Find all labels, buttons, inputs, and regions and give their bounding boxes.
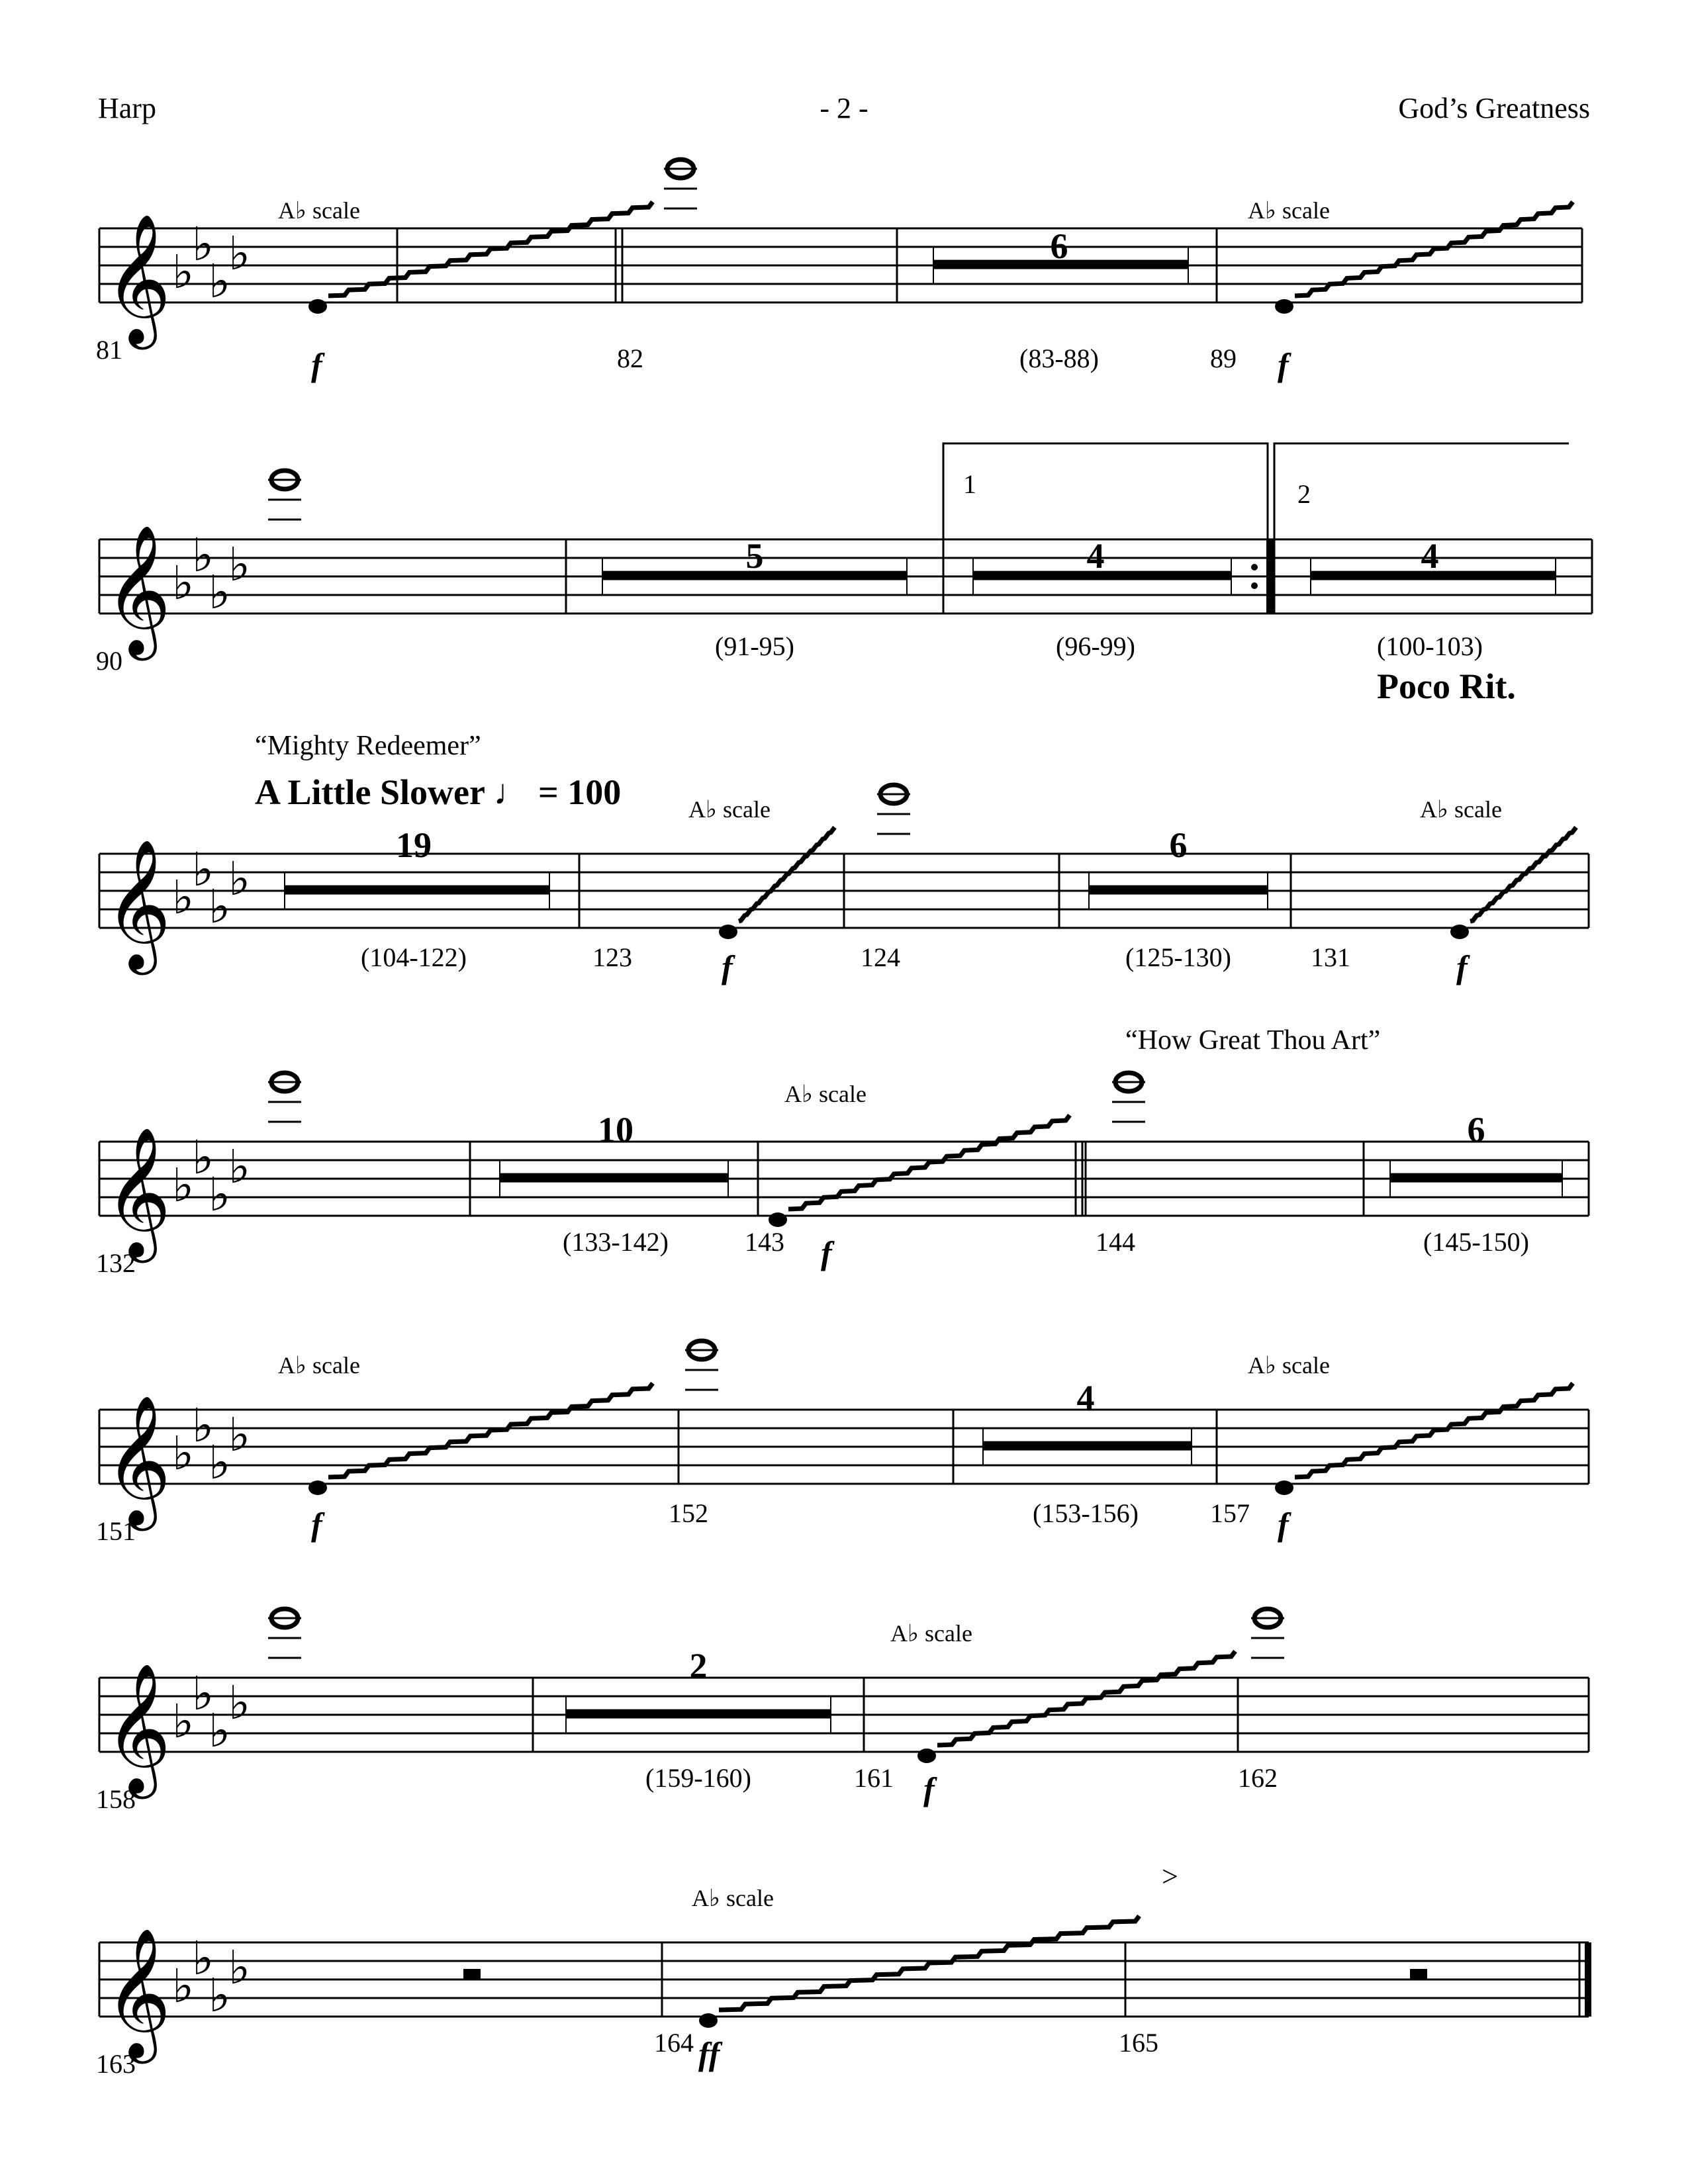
- page-number: - 2 -: [820, 92, 868, 124]
- flat-icon: ♭: [228, 1408, 251, 1462]
- scale-label: A♭ scale: [278, 197, 360, 224]
- flat-icon: ♭: [172, 1959, 195, 2013]
- repeat-dot: [1251, 582, 1258, 589]
- measure-range: (100-103): [1377, 631, 1483, 661]
- flat-icon: ♭: [209, 1704, 231, 1758]
- measure-range: (125-130): [1125, 942, 1231, 972]
- rest-count: 19: [396, 825, 432, 865]
- ending-number: 2: [1297, 479, 1311, 509]
- treble-clef-icon: 𝄞: [105, 1662, 171, 1794]
- treble-clef-icon: 𝄞: [105, 524, 171, 655]
- glissando-line: [328, 1383, 653, 1477]
- glissando-line: [719, 1916, 1139, 2010]
- staff-system: [96, 1860, 1591, 2079]
- flat-icon: ♭: [228, 1676, 251, 1730]
- glissando-line: [328, 202, 653, 296]
- flat-icon: ♭: [209, 1435, 231, 1490]
- measure-range: (104-122): [361, 942, 467, 972]
- measure-range: (159-160): [645, 1763, 751, 1793]
- flat-icon: ♭: [172, 1426, 195, 1480]
- measure-number: 131: [1311, 942, 1350, 972]
- repeat-dot: [1251, 564, 1258, 570]
- flat-icon: ♭: [228, 852, 251, 906]
- measure-number: 144: [1096, 1227, 1135, 1257]
- scale-label: A♭ scale: [1420, 796, 1502, 823]
- measure-number: 152: [669, 1498, 708, 1528]
- scale-label: A♭ scale: [1248, 1352, 1330, 1379]
- staff-system: [99, 731, 1589, 985]
- treble-clef-icon: 𝄞: [105, 1927, 171, 2058]
- measure-range: (133-142): [563, 1227, 669, 1257]
- dynamic-marking: f: [722, 948, 733, 985]
- rest-count: 5: [745, 536, 764, 576]
- flat-icon: ♭: [192, 528, 214, 582]
- scale-label: A♭ scale: [692, 1885, 774, 1911]
- flat-icon: ♭: [228, 537, 251, 592]
- glissando-line: [739, 827, 835, 921]
- flat-icon: ♭: [172, 1158, 195, 1212]
- staff-system: [96, 443, 1592, 706]
- glissando-line: [1295, 202, 1573, 296]
- dynamic-marking: f: [1456, 948, 1468, 985]
- glissando-line: [1295, 1383, 1573, 1477]
- measure-range: (91-95): [715, 631, 794, 661]
- treble-clef-icon: 𝄞: [105, 213, 171, 344]
- piece-title: God’s Greatness: [1398, 92, 1590, 124]
- measure-range: (83-88): [1019, 343, 1099, 373]
- staff-system: [96, 159, 1582, 383]
- flat-icon: ♭: [172, 556, 195, 610]
- flat-icon: ♭: [209, 1968, 231, 2023]
- rest-count: 4: [1421, 536, 1439, 576]
- dynamic-marking: f: [311, 1506, 322, 1543]
- accent-icon: >: [1162, 1860, 1178, 1893]
- tempo-marking: Poco Rit.: [1377, 666, 1516, 706]
- multirest: [500, 1173, 728, 1183]
- flat-icon: ♭: [192, 1666, 214, 1721]
- flat-icon: ♭: [192, 217, 214, 271]
- dynamic-marking: f: [923, 1770, 935, 1807]
- flat-icon: ♭: [172, 870, 195, 925]
- measure-number: 81: [96, 335, 122, 365]
- staff-system: [96, 1025, 1589, 1278]
- flat-icon: ♭: [172, 1694, 195, 1749]
- multirest: [1089, 886, 1268, 895]
- rest-count: 6: [1169, 825, 1188, 865]
- measure-number: 161: [854, 1763, 894, 1793]
- treble-clef-icon: 𝄞: [105, 1394, 171, 1525]
- multirest: [983, 1441, 1192, 1451]
- measure-number: 162: [1238, 1763, 1278, 1793]
- measure-range: (153-156): [1033, 1498, 1139, 1528]
- flat-icon: ♭: [209, 254, 231, 308]
- half-rest: [463, 1969, 481, 1979]
- measure-number: 132: [96, 1248, 136, 1278]
- rest-count: 4: [1086, 536, 1105, 576]
- measure-range: (145-150): [1423, 1227, 1529, 1257]
- flat-icon: ♭: [209, 880, 231, 934]
- measure-number: 163: [96, 2049, 136, 2079]
- ending-number: 1: [963, 469, 976, 499]
- instrument-label: Harp: [98, 92, 156, 124]
- measure-number: 90: [96, 646, 122, 676]
- multirest: [285, 886, 549, 895]
- flat-icon: ♭: [192, 842, 214, 897]
- song-title: “Mighty Redeemer”: [255, 731, 481, 761]
- half-rest: [1410, 1969, 1427, 1979]
- measure-number: 158: [96, 1784, 136, 1814]
- flat-icon: ♭: [192, 1130, 214, 1185]
- measure-number: 143: [745, 1227, 784, 1257]
- rest-count: 10: [598, 1110, 633, 1150]
- flat-icon: ♭: [172, 245, 195, 299]
- dynamic-marking: f: [311, 346, 322, 383]
- dynamic-marking: f: [1278, 346, 1289, 383]
- flat-icon: ♭: [228, 1140, 251, 1194]
- dynamic-marking: f: [821, 1234, 832, 1271]
- measure-number: 123: [592, 942, 632, 972]
- glissando-line: [788, 1115, 1070, 1209]
- scale-label: A♭ scale: [278, 1352, 360, 1379]
- measure-number: 89: [1210, 343, 1237, 373]
- measure-number: 151: [96, 1516, 136, 1546]
- flat-icon: ♭: [192, 1398, 214, 1453]
- scale-label: A♭ scale: [890, 1620, 972, 1647]
- staff-system: [96, 1341, 1589, 1546]
- multirest: [1390, 1173, 1562, 1183]
- glissando-line: [937, 1651, 1235, 1745]
- measure-number: 165: [1119, 2028, 1158, 2058]
- flat-icon: ♭: [192, 1931, 214, 1985]
- tempo-marking: A Little Slower ♩ = 100: [255, 772, 622, 812]
- scale-label: A♭ scale: [1248, 197, 1330, 224]
- scale-label: A♭ scale: [784, 1081, 867, 1107]
- rest-count: 6: [1050, 226, 1068, 266]
- multirest: [566, 1709, 831, 1719]
- first-ending-bracket: [943, 443, 1268, 539]
- measure-number: 124: [861, 942, 900, 972]
- measure-number: 82: [617, 343, 643, 373]
- rest-count: 2: [689, 1646, 708, 1686]
- second-ending-bracket: [1274, 443, 1569, 539]
- dynamic-marking: ff: [698, 2035, 720, 2072]
- flat-icon: ♭: [209, 565, 231, 619]
- measure-range: (96-99): [1056, 631, 1135, 661]
- rest-count: 6: [1467, 1110, 1485, 1150]
- scale-label: A♭ scale: [688, 796, 771, 823]
- glissando-line: [1470, 827, 1576, 921]
- song-title: “How Great Thou Art”: [1125, 1025, 1381, 1056]
- treble-clef-icon: 𝄞: [105, 839, 171, 970]
- measure-number: 164: [654, 2028, 694, 2058]
- dynamic-marking: f: [1278, 1506, 1289, 1543]
- measure-number: 157: [1210, 1498, 1250, 1528]
- rest-count: 4: [1076, 1378, 1095, 1418]
- treble-clef-icon: 𝄞: [105, 1126, 171, 1257]
- flat-icon: ♭: [209, 1167, 231, 1222]
- staff-system: [96, 1609, 1589, 1814]
- flat-icon: ♭: [228, 1940, 251, 1995]
- flat-icon: ♭: [228, 226, 251, 281]
